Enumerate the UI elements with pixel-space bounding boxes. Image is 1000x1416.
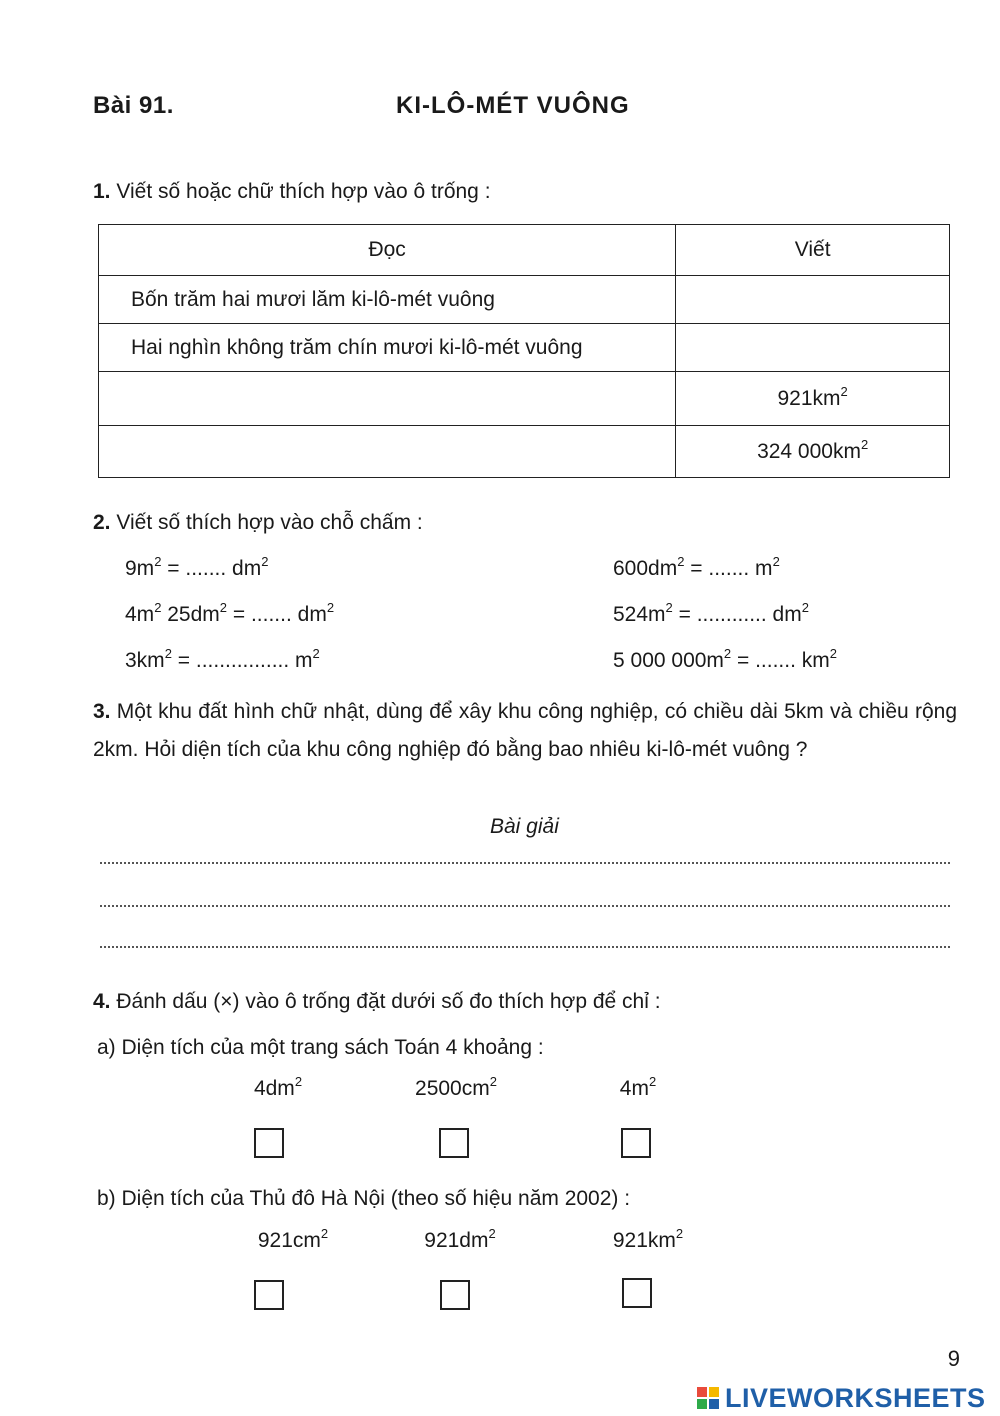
checkbox-b-2[interactable]	[440, 1280, 470, 1310]
exponent: 2	[772, 554, 780, 569]
exercise-1-text: Viết số hoặc chữ thích hợp vào ô trống :	[116, 180, 491, 203]
exponent: 2	[261, 554, 269, 569]
term: = ................ m	[171, 649, 313, 672]
checkbox-a-2[interactable]	[439, 1128, 469, 1158]
exercise-3-number: 3.	[93, 700, 111, 723]
option-value: 921dm	[424, 1229, 489, 1252]
term: = ....... dm	[161, 557, 262, 580]
option-a-3	[578, 1074, 698, 1101]
term: 9m	[125, 557, 155, 580]
question-a-label: a) Diện tích của một trang sách Toán 4 khoảng :	[97, 1036, 544, 1059]
exercise-1-prompt	[93, 179, 491, 204]
term: 25dm	[161, 603, 220, 626]
cell-read: Hai nghìn không trăm chín mươi ki-lô-mét vuông	[99, 324, 676, 372]
exponent: 2	[489, 1074, 497, 1089]
answer-line[interactable]	[100, 862, 950, 864]
checkbox-a-1[interactable]	[254, 1128, 284, 1158]
option-value: 4m	[619, 1077, 649, 1100]
brand-icon	[697, 1387, 721, 1411]
term: = ....... dm	[227, 603, 327, 626]
exercise-3-prompt	[93, 693, 957, 769]
option-value: 921cm	[257, 1229, 321, 1252]
cell-read-blank[interactable]	[99, 426, 676, 478]
column-header-read: Đọc	[99, 225, 676, 276]
exponent: 2	[294, 1074, 303, 1089]
exercise-4-number: 4.	[93, 990, 111, 1013]
answer-line[interactable]	[100, 905, 950, 907]
term: = ....... m	[684, 557, 773, 580]
exercise-3-text: Một khu đất hình chữ nhật, dùng để xây khu công nghiệp, có chiều dài 5km và chiều rộng 2km. Hỏi diện tích của khu công nghiệp đó bằng bao nhiêu ki-lô-mét vuông ?	[93, 700, 958, 761]
option-a-1	[218, 1074, 338, 1101]
checkbox-b-3[interactable]	[622, 1278, 652, 1308]
solution-label: Bài giải	[490, 815, 559, 838]
question-b-label: b) Diện tích của Thủ đô Hà Nội (theo số hiệu năm 2002) :	[97, 1187, 631, 1210]
option-value: 4dm	[253, 1077, 295, 1100]
option-value: 921km	[612, 1229, 676, 1252]
liveworksheets-logo[interactable]	[697, 1383, 986, 1414]
exponent: 2	[665, 600, 673, 615]
option-b-2	[400, 1226, 520, 1253]
term: 4m	[125, 603, 155, 626]
table-row	[99, 426, 950, 478]
conversion-right-2[interactable]	[613, 600, 809, 627]
option-a-2	[396, 1074, 516, 1101]
conversion-left-2[interactable]	[125, 600, 335, 627]
option-b-3	[588, 1226, 708, 1253]
column-header-write: Viết	[676, 225, 950, 276]
area-value: 921km	[777, 386, 841, 410]
option-b-1	[233, 1226, 353, 1253]
exponent: 2	[312, 646, 320, 661]
cell-write-blank[interactable]	[676, 276, 950, 324]
exercise-4-text: Đánh dấu (×) vào ô trống đặt dưới số đo thích hợp để chỉ :	[116, 990, 661, 1013]
exponent: 2	[677, 554, 685, 569]
area-value: 324 000km	[757, 439, 861, 463]
exercise-2-number: 2.	[93, 511, 111, 534]
conversion-left-1[interactable]	[125, 554, 269, 581]
exercise-4-prompt	[93, 989, 661, 1014]
term: 524m	[613, 603, 666, 626]
term: = ............ dm	[672, 603, 802, 626]
exponent: 2	[723, 646, 732, 661]
conversion-right-3[interactable]	[613, 646, 837, 673]
exponent: 2	[320, 1226, 329, 1241]
table-row	[99, 324, 950, 372]
exercise-2-text: Viết số thích hợp vào chỗ chấm :	[116, 511, 423, 534]
cell-write	[676, 426, 950, 478]
option-value: 2500cm	[415, 1077, 490, 1100]
page-number: 9	[947, 1346, 960, 1371]
term: 3km	[125, 649, 165, 672]
cell-read-blank[interactable]	[99, 372, 676, 426]
exponent: 2	[488, 1226, 496, 1241]
exponent: 2	[840, 383, 848, 399]
exponent: 2	[154, 600, 162, 615]
reading-writing-table	[98, 224, 950, 478]
exercise-2-prompt	[93, 510, 423, 535]
table-row	[99, 276, 950, 324]
term: 600dm	[613, 557, 678, 580]
cell-write	[676, 372, 950, 426]
checkbox-a-3[interactable]	[621, 1128, 651, 1158]
conversion-left-3[interactable]	[125, 646, 320, 673]
answer-line[interactable]	[100, 946, 950, 948]
exponent: 2	[648, 1074, 657, 1089]
exponent: 2	[326, 600, 335, 615]
page-title: KI-LÔ-MÉT VUÔNG	[396, 92, 630, 119]
exponent: 2	[219, 600, 228, 615]
exponent: 2	[154, 554, 162, 569]
table-header-row	[99, 225, 950, 276]
checkbox-b-1[interactable]	[254, 1280, 284, 1310]
exponent: 2	[860, 436, 869, 452]
table-row	[99, 372, 950, 426]
lesson-number: Bài 91.	[93, 92, 174, 119]
term: 5 000 000m	[613, 649, 724, 672]
exponent: 2	[829, 646, 837, 661]
exercise-1-number: 1.	[93, 180, 111, 203]
exponent: 2	[164, 646, 172, 661]
cell-read: Bốn trăm hai mươi lăm ki-lô-mét vuông	[99, 276, 676, 324]
cell-write-blank[interactable]	[676, 324, 950, 372]
brand-name: LIVEWORKSHEETS	[725, 1383, 986, 1413]
term: = ....... km	[731, 649, 830, 672]
conversion-right-1[interactable]	[613, 554, 780, 581]
exponent: 2	[675, 1226, 684, 1241]
exponent: 2	[801, 600, 809, 615]
